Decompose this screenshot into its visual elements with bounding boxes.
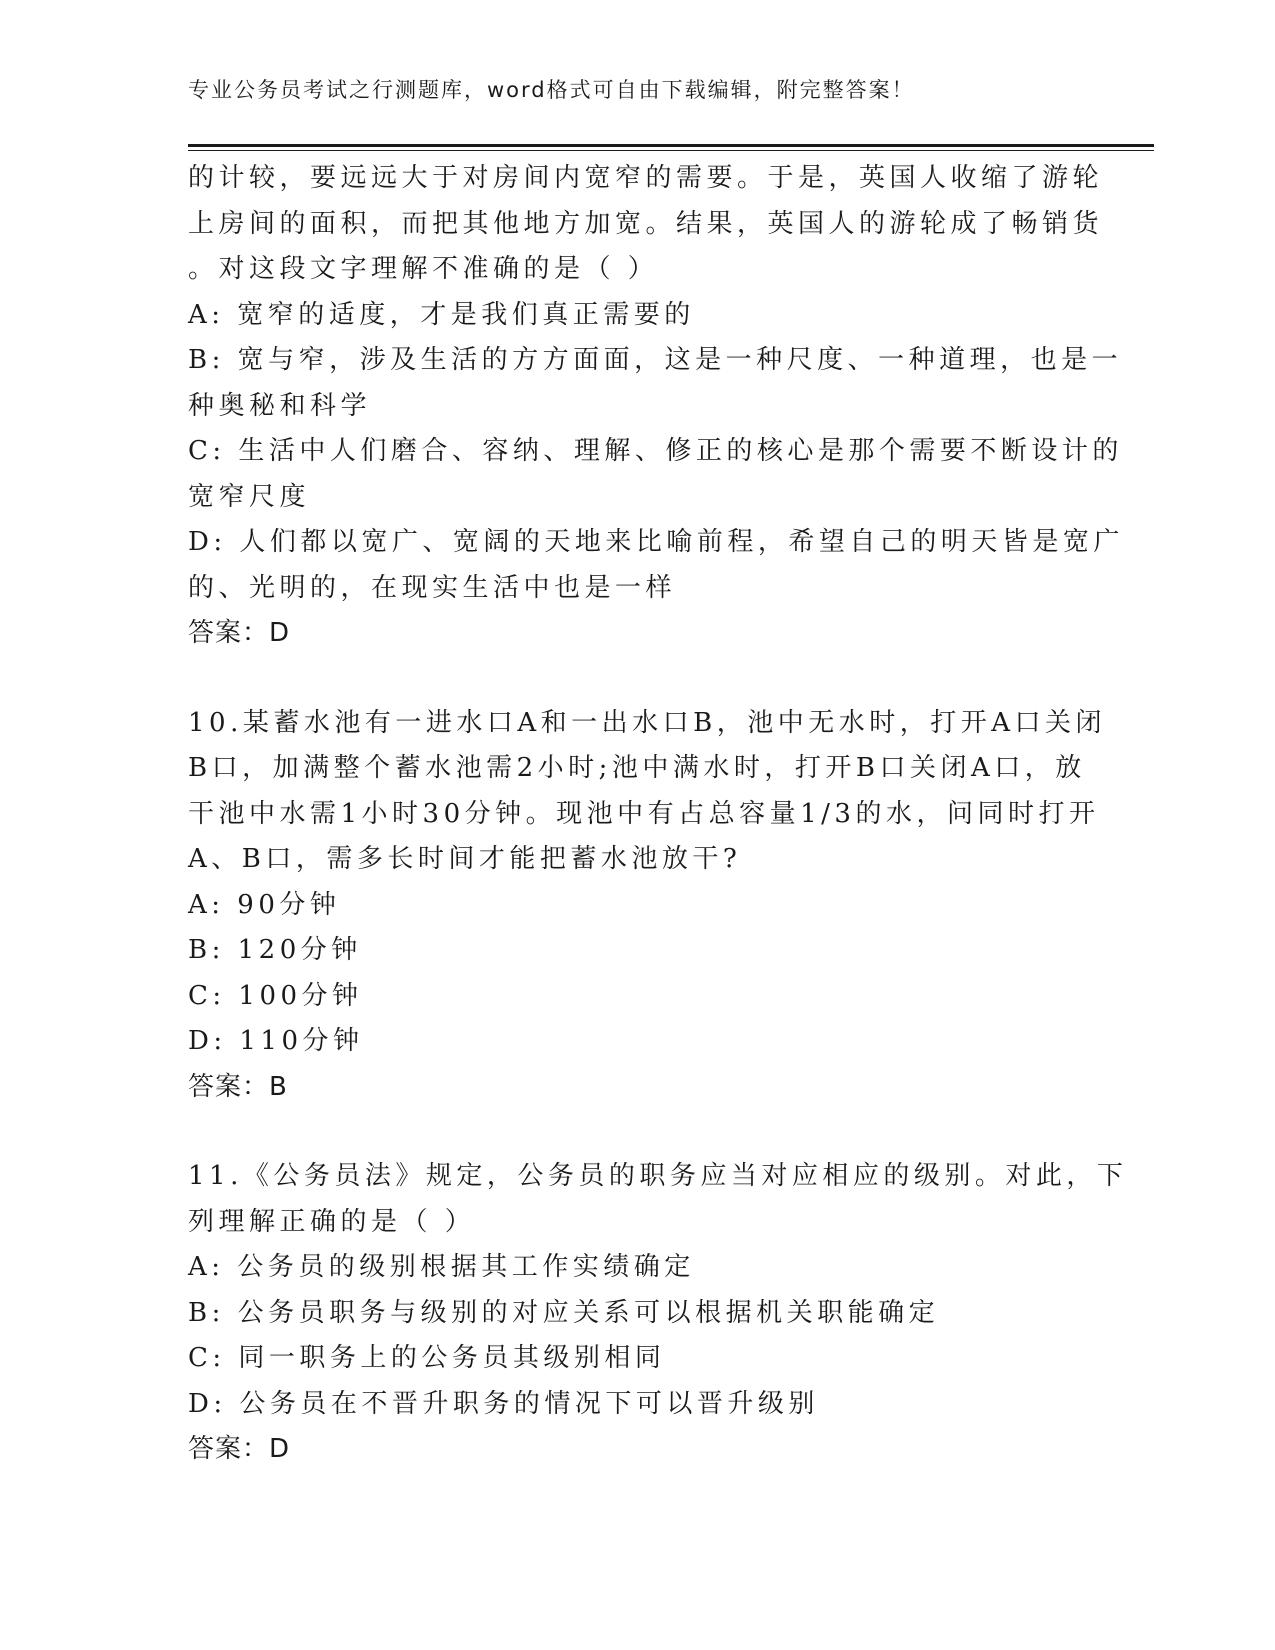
question-gap <box>188 1110 1088 1154</box>
header-rule-thick <box>188 144 1154 147</box>
question-stem-line: 10.某蓄水池有一进水口A和一出水口B，池中无水时，打开A口关闭 <box>188 707 1107 738</box>
option-c: C: 100分钟 <box>188 980 363 1011</box>
answer-label: 答案：B <box>188 1071 288 1102</box>
question-stem-line: 列理解正确的是（ ） <box>188 1206 476 1237</box>
question-9 <box>188 156 1124 657</box>
option-d: D: 公务员在不晋升职务的情况下可以晋升级别 <box>188 1388 819 1419</box>
option-b: B: 公务员职务与级别的对应关系可以根据机关职能确定 <box>188 1297 940 1328</box>
option-b: B: 宽与窄，涉及生活的方方面面，这是一种尺度、一种道理，也是一 <box>188 345 1123 375</box>
option-b-continued: 种奥秘和科学 <box>188 390 372 421</box>
question-stem-line: 11.《公务员法》规定，公务员的职务应当对应相应的级别。对此，下 <box>188 1161 1128 1191</box>
answer-label: 答案：D <box>188 1434 291 1464</box>
option-d: D: 人们都以宽广、宽阔的天地来比喻前程，希望自己的明天皆是宽广 <box>188 527 1124 557</box>
question-gap <box>188 657 1088 701</box>
option-a: A: 宽窄的适度，才是我们真正需要的 <box>188 299 695 330</box>
question-11 <box>188 1154 1128 1473</box>
option-d-continued: 的、光明的，在现实生活中也是一样 <box>188 572 677 603</box>
question-stem-line: 。对这段文字理解不准确的是（ ） <box>188 254 659 284</box>
question-stem-line: 干池中水需1小时30分钟。现池中有占总容量1/3的水，问同时打开 <box>188 798 1100 829</box>
option-c: C: 同一职务上的公务员其级别相同 <box>188 1343 666 1373</box>
document-body <box>188 156 1128 1473</box>
option-b: B: 120分钟 <box>188 935 362 965</box>
header-rule-thin <box>188 150 1154 151</box>
option-a: A: 公务员的级别根据其工作实绩确定 <box>188 1252 695 1282</box>
option-c-continued: 宽窄尺度 <box>188 481 311 512</box>
option-c: C: 生活中人们磨合、容纳、理解、修正的核心是那个需要不断设计的 <box>188 436 1123 466</box>
question-stem-line: B口，加满整个蓄水池需2小时;池中满水时，打开B口关闭A口，放 <box>188 753 1086 783</box>
question-stem-line: 的计较，要远远大于对房间内宽窄的需要。于是，英国人收缩了游轮 <box>188 163 1104 193</box>
option-a: A: 90分钟 <box>188 889 341 920</box>
question-stem-line: A、B口，需多长时间才能把蓄水池放干? <box>188 844 742 874</box>
answer-label: 答案：D <box>188 618 291 648</box>
option-d: D: 110分钟 <box>188 1026 364 1056</box>
page-header: 专业公务员考试之行测题库，word格式可自由下载编辑，附完整答案！ <box>188 78 915 102</box>
question-stem-line: 上房间的面积，而把其他地方加宽。结果，英国人的游轮成了畅销货 <box>188 208 1104 239</box>
question-10 <box>188 701 1107 1111</box>
